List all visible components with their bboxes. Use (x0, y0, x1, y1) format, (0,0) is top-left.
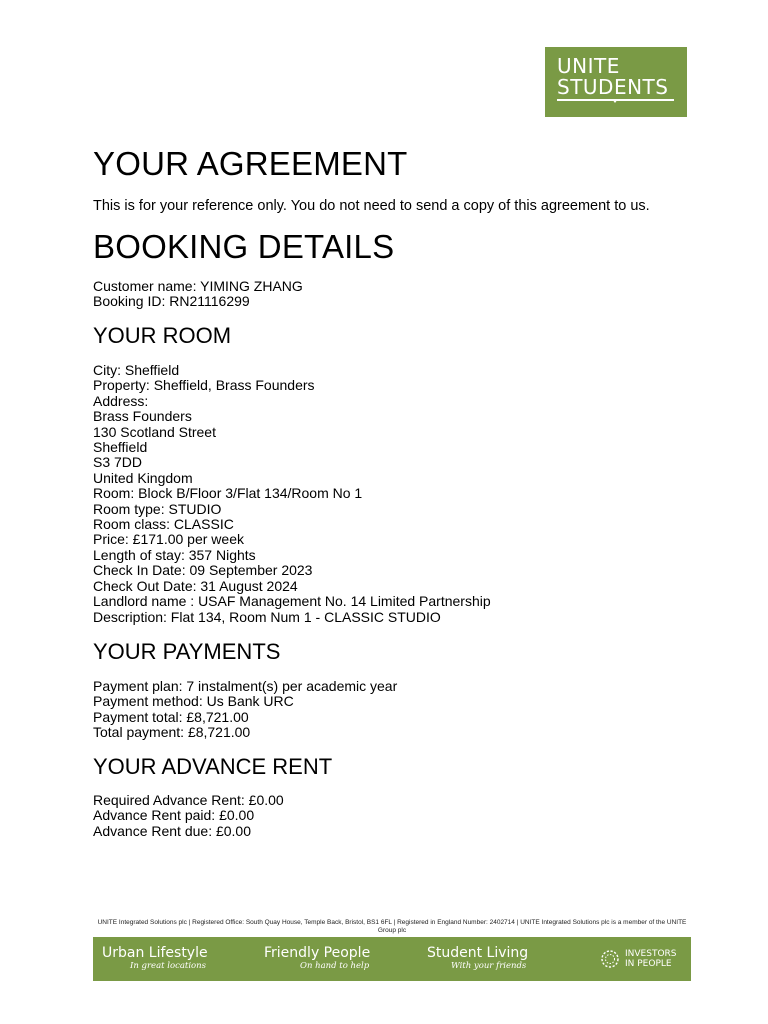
room-line: Check In Date: 09 September 2023 (93, 562, 313, 579)
agreement-note: This is for your reference only. You do not need to send a copy of this agreement to us. (93, 198, 650, 214)
your-room-title: YOUR ROOM (93, 323, 232, 348)
room-line: S3 7DD (93, 454, 143, 471)
room-line: Brass Founders (93, 408, 192, 425)
banner-item-subtitle: With your friends (451, 961, 527, 971)
room-line: Room class: CLASSIC (93, 516, 234, 533)
room-line: City: Sheffield (93, 362, 180, 378)
footer-banner (93, 937, 691, 981)
room-line: United Kingdom (93, 469, 193, 486)
advance-line: Advance Rent paid: £0.00 (93, 807, 255, 824)
banner-item-student-living (427, 945, 528, 971)
banner-item-subtitle: On hand to help (300, 961, 370, 971)
room-line: Price: £171.00 per week (93, 531, 244, 548)
booking-details (93, 279, 303, 310)
room-line: Description: Flat 134, Room Num 1 - CLASSIC STUDIO (93, 608, 441, 625)
room-line: Length of stay: 357 Nights (93, 546, 256, 563)
room-line: Room: Block B/Floor 3/Flat 134/Room No 1 (93, 485, 363, 502)
payment-line: Payment plan: 7 instalment(s) per academic year (93, 678, 398, 694)
agreement-title: YOUR AGREEMENT (93, 145, 408, 182)
payment-details (93, 679, 397, 741)
room-line: Check Out Date: 31 August 2024 (93, 577, 298, 594)
payment-line: Total payment: £8,721.00 (93, 724, 251, 741)
footer-legal-text: UNITE Integrated Solutions plc | Registered Office: South Quay House, Temple Back, Bristol, BS1 6FL | Registered in England Number: 2402714 | UNITE Integrated Solutions plc is a member of the UNITE Group plc (97, 919, 687, 934)
your-payments-title: YOUR PAYMENTS (93, 639, 281, 664)
logo-underline (557, 99, 674, 101)
room-line: Property: Sheffield, Brass Founders (93, 377, 315, 394)
room-line: 130 Scotland Street (93, 423, 216, 440)
banner-item-title: Student Living (427, 945, 529, 961)
iip-text (625, 949, 677, 969)
room-line: Address: (93, 392, 149, 409)
banner-item-title: Urban Lifestyle (102, 945, 208, 961)
booking-details-title: BOOKING DETAILS (93, 228, 395, 265)
room-details (93, 363, 491, 625)
banner-item-subtitle: In great locations (130, 961, 207, 971)
laurel-wreath-icon (599, 948, 621, 970)
room-line: Landlord name : USAF Management No. 14 Limited Partnership (93, 593, 491, 610)
iip-line-1: INVESTORS (625, 949, 677, 959)
banner-item-title: Friendly People (264, 945, 371, 961)
your-advance-rent-title: YOUR ADVANCE RENT (93, 754, 333, 779)
unite-students-logo (545, 47, 687, 117)
advance-line: Required Advance Rent: £0.00 (93, 792, 284, 808)
advance-rent-details (93, 793, 284, 839)
advance-line: Advance Rent due: £0.00 (93, 822, 252, 839)
payment-line: Payment total: £8,721.00 (93, 708, 249, 725)
iip-line-2: IN PEOPLE (625, 959, 672, 969)
banner-item-urban-lifestyle (102, 945, 208, 971)
booking-line: Booking ID: RN21116299 (93, 293, 250, 310)
investors-in-people-logo (599, 948, 677, 970)
logo-line-2 (557, 77, 687, 98)
banner-item-friendly-people (264, 945, 370, 971)
logo-line-2-text: STUDENTS (557, 75, 669, 99)
logo-line-1: UNITE (557, 54, 620, 78)
room-line: Room type: STUDIO (93, 500, 222, 517)
booking-line: Customer name: YIMING ZHANG (93, 278, 303, 294)
room-line: Sheffield (93, 439, 148, 456)
payment-line: Payment method: Us Bank URC (93, 693, 294, 710)
